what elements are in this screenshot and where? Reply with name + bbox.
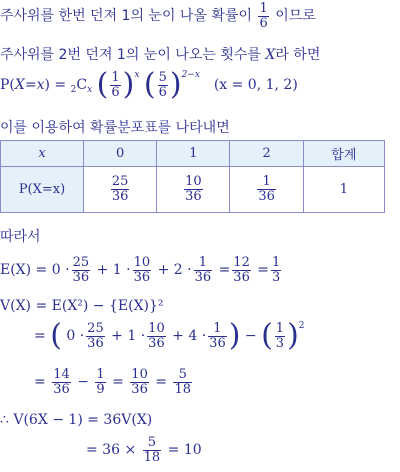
ex-lhs: E(X) = xyxy=(0,262,48,279)
prob-total: 1 xyxy=(303,167,384,213)
var-frac-1: $\frac{10}{36}$ xyxy=(148,320,165,351)
ex-frac-0: $\frac{25}{36}$ xyxy=(72,255,90,285)
binomial-formula: $P(X=x) = _2C_x$ ( $\frac{1}{6}$ )$^x$ ( $\frac{5}{6}$ )$^{2-x}$ (x = 0, 1, 2) xyxy=(0,67,298,102)
variance-expansion: = ( 0 · $\frac{25}{36}$ + 1 · $\frac{10}{36}$ + 4 · $\frac{1}{36}$ ) − ( $\frac{1}{3}$ )$^2$ xyxy=(34,318,305,353)
q-exponent: 2−x xyxy=(181,70,200,80)
probability-distribution-table xyxy=(0,140,385,213)
header-total: 합계 xyxy=(303,141,384,167)
fraction-q: $\frac{5}{6}$ xyxy=(158,69,167,100)
fraction-p: $\frac{1}{6}$ xyxy=(111,69,120,100)
var3-c: $\frac{10}{36}$ xyxy=(131,367,148,397)
line1-text-b: 이므로 xyxy=(275,8,316,25)
formula-close: ) = xyxy=(44,77,67,93)
line2-text-a: 주사위를 2번 던져 1의 눈이 나오는 횟수를 xyxy=(0,47,261,63)
var-frac-2: $\frac{1}{36}$ xyxy=(209,320,226,351)
formula-val: x xyxy=(36,77,45,93)
variance-simplified: = $\frac{14}{36}$ − $\frac{1}{9}$ = $\frac{10}{36}$ = $\frac{5}{18}$ xyxy=(34,367,192,397)
line-therefore: 따라서 xyxy=(0,229,41,245)
comb-arg: x xyxy=(87,85,93,95)
final-result: = 36 × $\frac{5}{18}$ = 10 xyxy=(86,435,202,465)
table-prob-row xyxy=(1,167,385,213)
fraction-one-sixth: $\frac{1}{6}$ xyxy=(259,1,268,31)
p-exponent: x xyxy=(134,70,140,80)
var-frac-0: $\frac{25}{36}$ xyxy=(87,320,104,351)
formula-domain: (x = 0, 1, 2) xyxy=(213,77,298,93)
final-statement: ∴ V(6X − 1) = 36V(X) xyxy=(0,412,153,428)
variable-x: X xyxy=(265,47,276,63)
row-label: P(X=x) xyxy=(1,167,84,213)
ex-frac-2: $\frac{1}{36}$ xyxy=(194,255,212,285)
header-1: 1 xyxy=(157,141,230,167)
var3-b: $\frac{1}{9}$ xyxy=(96,367,105,397)
var3-a: $\frac{14}{36}$ xyxy=(53,367,70,397)
line-prob-one xyxy=(0,2,316,30)
line2-text-b: 라 하면 xyxy=(275,47,321,63)
line-define-x xyxy=(0,44,320,64)
final-frac: $\frac{5}{18}$ xyxy=(143,435,161,465)
line-table-intro: 이를 이용하여 확률분포표를 나타내면 xyxy=(0,120,230,136)
var-sq-frac: $\frac{1}{3}$ xyxy=(275,320,285,351)
variance-definition: V(X) = E(X²) − {E(X)}² xyxy=(0,298,164,314)
prob-cell-0: $\frac{25}{36}$ xyxy=(84,167,157,213)
line1-text-a: 주사위를 한번 던져 1의 눈이 나올 확률이 xyxy=(0,8,252,25)
header-2: 2 xyxy=(230,141,303,167)
ex-frac-1: $\frac{10}{36}$ xyxy=(133,255,151,285)
ex-result-2: $\frac{1}{3}$ xyxy=(272,255,281,285)
ex-result-1: $\frac{12}{36}$ xyxy=(233,255,250,285)
formula-eq: = xyxy=(24,77,37,93)
header-0: 0 xyxy=(84,141,157,167)
var3-d: $\frac{5}{18}$ xyxy=(174,367,192,397)
comb-sub: 2 xyxy=(70,85,77,95)
header-x: x xyxy=(1,141,84,167)
formula-p-open: P( xyxy=(0,77,15,93)
expectation-line: E(X) = 0 · $\frac{25}{36}$ + 1 · $\frac{10}{36}$ + 2 · $\frac{1}{36}$ = $\frac{12}{36}$ = $\frac{1}{3}$ xyxy=(0,255,281,285)
table-header-row xyxy=(1,141,385,167)
comb-c: C xyxy=(76,77,88,93)
formula-var: X xyxy=(14,77,25,93)
prob-cell-2: $\frac{1}{36}$ xyxy=(230,167,303,213)
prob-cell-1: $\frac{10}{36}$ xyxy=(157,167,230,213)
